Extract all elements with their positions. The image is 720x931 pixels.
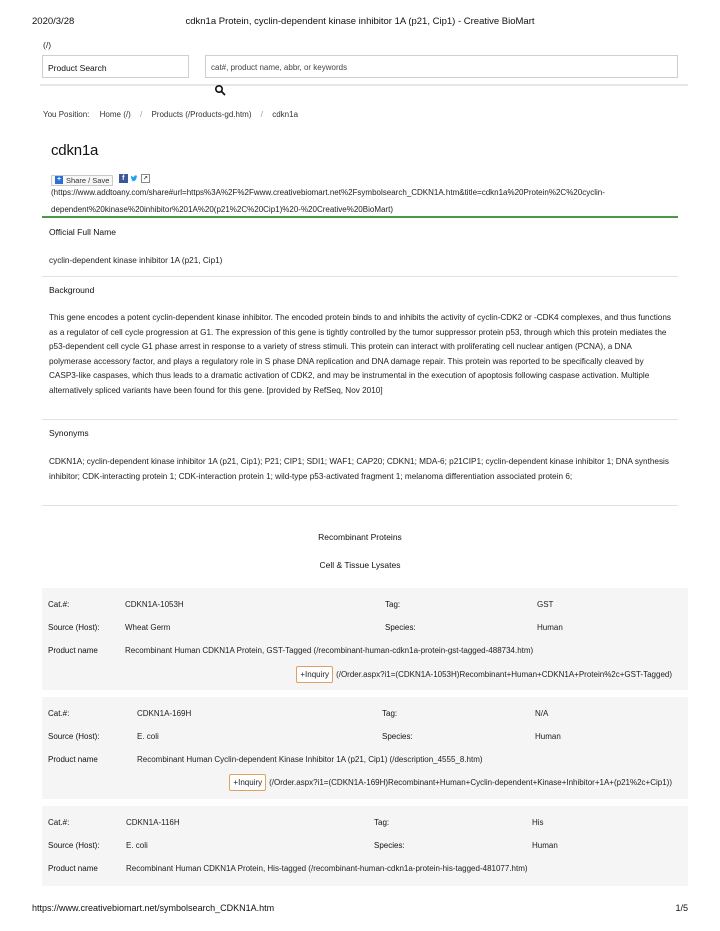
section-divider xyxy=(42,419,678,420)
species-label: Species: xyxy=(382,732,413,741)
inquiry-row xyxy=(229,774,672,791)
species-label: Species: xyxy=(374,841,405,850)
product-name-link[interactable]: Recombinant Human Cyclin-dependent Kinase Inhibitor 1A (p21, Cip1) (/description_4555_8.htm) xyxy=(137,755,483,764)
cat-label: Cat.#: xyxy=(48,709,70,718)
source-label: Source (Host): xyxy=(48,732,100,741)
cat-value: CDKN1A-116H xyxy=(126,818,180,827)
share-icon[interactable]: ↗ xyxy=(142,176,148,183)
product-card xyxy=(42,588,688,690)
tag-value: His xyxy=(532,818,544,827)
product-card xyxy=(42,806,688,886)
tag-label: Tag: xyxy=(382,709,398,718)
source-label: Source (Host): xyxy=(48,841,100,850)
facebook-icon[interactable]: f xyxy=(119,174,128,183)
breadcrumb-separator: / xyxy=(140,110,143,119)
source-value: E. coli xyxy=(126,841,148,850)
share-url-line-2: dependent%20kinase%20inhibitor%201A%20(p21%2C%20Cip1)%20-%20Creative%20BioMart) xyxy=(51,205,393,214)
product-name-label: Product name xyxy=(48,755,98,764)
inquiry-link[interactable]: (/Order.aspx?i1=(CDKN1A-169H)Recombinant+Human+Cyclin-dependent+Kinase+Inhibitor+1A+(p21%2c+Cip1)) xyxy=(269,778,672,787)
cat-value: CDKN1A-169H xyxy=(137,709,192,718)
page-title: cdkn1a xyxy=(51,142,99,159)
inquiry-link[interactable]: (/Order.aspx?i1=(CDKN1A-1053H)Recombinant+Human+CDKN1A+Protein%2c+GST-Tagged) xyxy=(336,670,672,679)
product-name-label: Product name xyxy=(48,864,98,873)
share-url[interactable] xyxy=(51,184,691,218)
inquiry-button[interactable]: +Inquiry xyxy=(229,774,266,791)
breadcrumb-products[interactable]: Products (/Products-gd.htm) xyxy=(151,110,252,119)
cat-value: CDKN1A-1053H xyxy=(125,600,184,609)
product-name-label: Product name xyxy=(48,646,98,655)
green-divider xyxy=(42,216,678,218)
plus-icon: + xyxy=(56,176,62,183)
background-text: This gene encodes a potent cyclin-dependent kinase inhibitor. The encoded protein binds to and inhibits the activity of cyclin-CDK2 or -CDK4 complexes, and thus functions as a regulator of cell cycle progression at G1. The expression of this gene is tightly controlled by the tumor suppressor protein p53, through which this protein mediates the p53-dependent cell cycle G1 phase arrest in response to a variety of stress stimuli. This protein can interact with proliferating cell nuclear antigen (PCNA), a DNA polymerase accessory factor, and plays a regulatory role in S phase DNA replication and DNA damage repair. This protein was reported to be specifically cleaved by CASP3-like caspases, which thus leads to a dramatic activation of CDK2, and may be instrumental in the execution of apoptosis following caspase activation. Multiple alternatively spliced variants have been found for this gene. [provided by RefSeq, Nov 2010] xyxy=(49,313,672,395)
source-value: E. coli xyxy=(137,732,159,741)
source-label: Source (Host): xyxy=(48,623,100,632)
tag-value: GST xyxy=(537,600,554,609)
cat-label: Cat.#: xyxy=(48,600,70,609)
cell-tissue-lysates-label[interactable]: Cell & Tissue Lysates xyxy=(319,560,401,570)
species-label: Species: xyxy=(385,623,416,632)
print-date: 2020/3/28 xyxy=(32,16,75,27)
species-value: Human xyxy=(532,841,558,850)
search-bar xyxy=(40,55,680,79)
breadcrumb-home[interactable]: Home (/) xyxy=(99,110,131,119)
source-value: Wheat Germ xyxy=(125,623,171,632)
tag-label: Tag: xyxy=(374,818,390,827)
print-page-title: cdkn1a Protein, cyclin-dependent kinase inhibitor 1A (p21, Cip1) - Creative BioMart xyxy=(185,16,535,27)
inquiry-button[interactable]: +Inquiry xyxy=(296,666,333,683)
breadcrumb-separator: / xyxy=(260,110,263,119)
page-number: 1/5 xyxy=(675,903,688,913)
background-title: Background xyxy=(49,285,95,295)
search-input[interactable]: cat#, product name, abbr, or keywords xyxy=(205,55,678,78)
species-value: Human xyxy=(537,623,563,632)
search-divider xyxy=(40,84,688,86)
product-name-link[interactable]: Recombinant Human CDKN1A Protein, His-tagged (/recombinant-human-cdkn1a-protein-his-tagged-481077.htm) xyxy=(126,864,528,873)
search-icon[interactable] xyxy=(214,84,226,96)
section-divider xyxy=(42,276,678,277)
print-footer-url: https://www.creativebiomart.net/symbolsearch_CDKN1A.htm xyxy=(32,903,275,913)
product-search-label[interactable]: Product Search xyxy=(42,55,189,78)
official-full-name-value: cyclin-dependent kinase inhibitor 1A (p21, Cip1) xyxy=(49,256,223,265)
share-save-label: Share / Save xyxy=(66,175,110,185)
product-card xyxy=(42,697,688,799)
print-header xyxy=(32,16,688,28)
species-value: Human xyxy=(535,732,561,741)
home-link[interactable]: (/) xyxy=(43,40,52,50)
print-footer xyxy=(32,903,688,915)
twitter-icon[interactable] xyxy=(130,174,139,183)
inquiry-row xyxy=(296,666,672,683)
breadcrumb xyxy=(43,110,298,119)
breadcrumb-prefix: You Position: xyxy=(43,110,90,119)
official-full-name-title: Official Full Name xyxy=(49,227,116,237)
section-divider xyxy=(42,505,678,506)
breadcrumb-current: cdkn1a xyxy=(272,110,299,119)
cat-label: Cat.#: xyxy=(48,818,70,827)
recombinant-proteins-label[interactable]: Recombinant Proteins xyxy=(318,532,402,542)
synonyms-text: CDKN1A; cyclin-dependent kinase inhibitor 1A (p21, Cip1); P21; CIP1; SDI1; WAF1; CAP20; CDKN1; MDA-6; p21CIP1; cyclin-dependent kinase inhibitor 1; DNA synthesis inhibitor; CDK-interacting protein 1; CDK-interaction protein 1; wild-type p53-activated fragment 1; melanoma differentiation associated protein 6; xyxy=(49,457,669,481)
product-name-link[interactable]: Recombinant Human CDKN1A Protein, GST-Tagged (/recombinant-human-cdkn1a-protein-gst-tagged-488734.htm) xyxy=(125,646,534,655)
tag-value: N/A xyxy=(535,709,549,718)
share-url-line-1: (https://www.addtoany.com/share#url=https%3A%2F%2Fwww.creativebiomart.net%2Fsymbolsearch_CDKN1A.htm&title=cdkn1a%20Protein%2C%20cyclin- xyxy=(51,188,605,197)
tag-label: Tag: xyxy=(385,600,401,609)
synonyms-title: Synonyms xyxy=(49,428,89,438)
